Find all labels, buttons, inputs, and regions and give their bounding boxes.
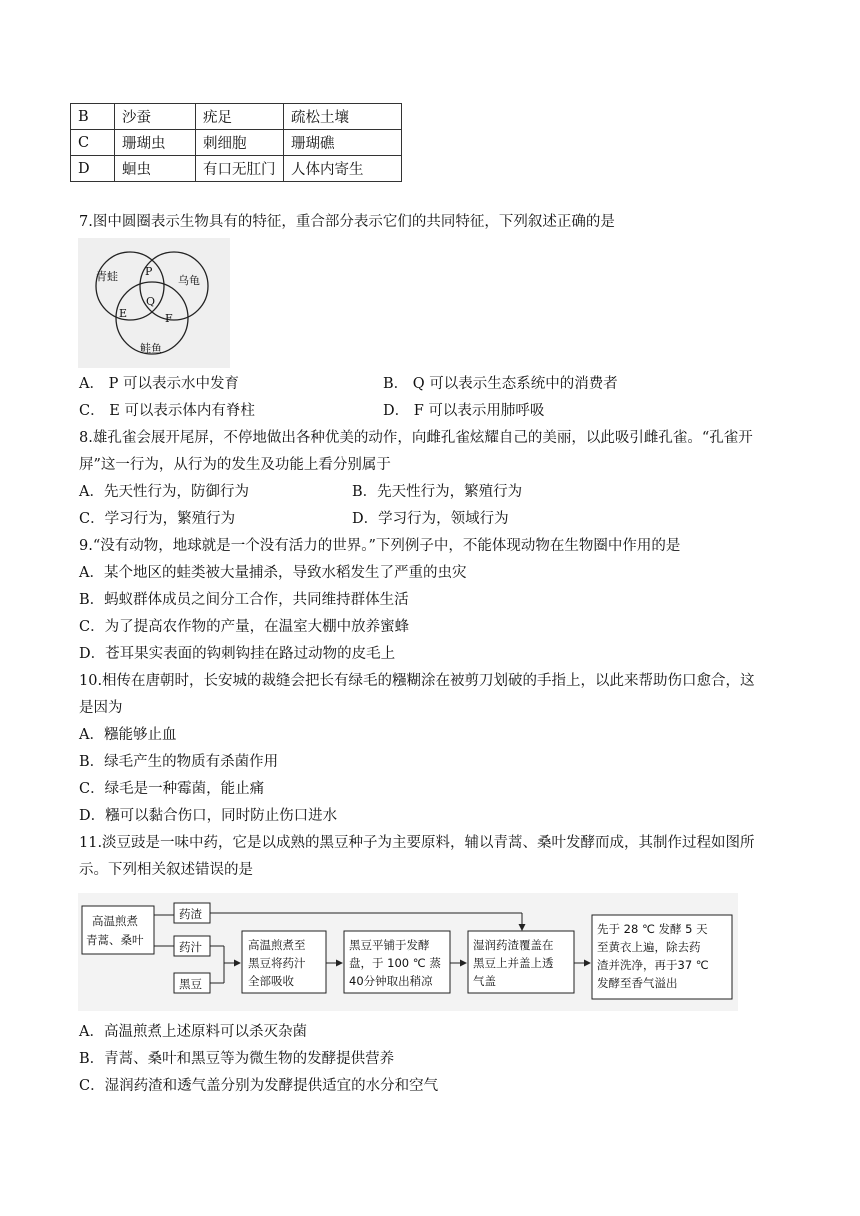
venn-circle-frog [96, 252, 164, 320]
q8-option-d: D．学习行为，领域行为 [352, 511, 509, 527]
table-row [71, 156, 402, 182]
table-cell: D [71, 156, 115, 182]
flow-text-s5d: 发酵至香气溢出 [597, 976, 678, 990]
flow-text-s3a: 黑豆平铺于发酵 [349, 938, 430, 952]
flow-text-s5a: 先于 28 ℃ 发酵 5 天 [597, 922, 708, 936]
q10-option-a: A．糨能够止血 [79, 727, 177, 743]
q8-option-b: B．先天性行为，繁殖行为 [352, 484, 523, 500]
question-11-stem-line1: 11.淡豆豉是一味中药，它是以成熟的黑豆种子为主要原料，辅以青蒿、桑叶发酵而成，其制作过程如图所 [79, 835, 755, 851]
options-table [70, 103, 402, 182]
q11-option-c: C．湿润药渣和透气盖分别为发酵提供适宜的水分和空气 [79, 1078, 439, 1094]
question-10-stem-line2: 是因为 [79, 700, 123, 716]
q9-option-a: A．某个地区的蛙类被大量捕杀，导致水稻发生了严重的虫灾 [79, 565, 467, 581]
q9-option-c: C．为了提高农作物的产量，在温室大棚中放养蜜蜂 [79, 619, 410, 635]
q11-option-b: B．青蒿、桑叶和黑豆等为微生物的发酵提供营养 [79, 1051, 395, 1067]
flow-text-s4c: 气盖 [473, 974, 496, 988]
venn-label-frog: 青蛙 [96, 270, 118, 283]
question-7-stem: 7.图中圆圈表示生物具有的特征，重合部分表示它们的共同特征，下列叙述正确的是 [79, 214, 615, 230]
table-cell: 疣足 [196, 104, 284, 130]
q7-option-b: B． Q 可以表示生态系统中的消费者 [383, 376, 618, 392]
flow-text-s2b: 黑豆将药汁 [248, 956, 306, 970]
q10-option-b: B．绿毛产生的物质有杀菌作用 [79, 754, 279, 770]
table-cell: 人体内寄生 [284, 156, 402, 182]
table-cell: 珊瑚虫 [115, 130, 196, 156]
q8-option-a: A．先天性行为，防御行为 [79, 484, 249, 500]
q10-option-c: C．绿毛是一种霉菌，能止痛 [79, 781, 265, 797]
q9-option-b: B．蚂蚁群体成员之间分工合作，共同维持群体生活 [79, 592, 409, 608]
flow-text-bean: 黑豆 [179, 977, 202, 991]
venn-label-f: F [165, 312, 173, 325]
table-cell: 疏松土壤 [284, 104, 402, 130]
question-9-stem: 9.“没有动物，地球就是一个没有活力的世界。”下列例子中，不能体现动物在生物圈中作用的是 [79, 538, 681, 554]
question-10-stem-line1: 10.相传在唐朝时，长安城的裁缝会把长有绿毛的糨糊涂在被剪刀划破的手指上，以此来帮助伤口愈合，这 [79, 673, 755, 689]
flow-text-dregs: 药渣 [179, 907, 202, 921]
table-cell: 有口无肛门 [196, 156, 284, 182]
flow-text-s3c: 40分钟取出稍凉 [349, 974, 433, 988]
table-cell: 沙蚕 [115, 104, 196, 130]
flow-text-juice: 药汁 [179, 940, 202, 954]
q10-option-d: D．糨可以黏合伤口，同时防止伤口进水 [79, 808, 338, 824]
table-cell: B [71, 104, 115, 130]
venn-diagram [78, 238, 230, 368]
flow-text-s2a: 高温煎煮至 [248, 938, 306, 952]
question-11-stem-line2: 示。下列相关叙述错误的是 [79, 862, 253, 878]
flow-text-s5b: 至黄衣上遍，除去药 [597, 940, 701, 954]
flow-text-s5c: 渣并洗净，再于37 ℃ [597, 958, 709, 972]
q9-option-d: D．苍耳果实表面的钩刺钩挂在路过动物的皮毛上 [79, 646, 396, 662]
question-8-stem-line2: 屏”这一行为，从行为的发生及功能上看分别属于 [79, 457, 391, 473]
flow-text-herbs: 青蒿、桑叶 [86, 933, 144, 947]
table-cell: 蛔虫 [115, 156, 196, 182]
flow-text-s4b: 黑豆上并盖上透 [473, 956, 554, 970]
q7-option-d: D． F 可以表示用肺呼吸 [383, 403, 545, 419]
question-8-stem-line1: 8.雄孔雀会展开尾屏，不停地做出各种优美的动作，向雌孔雀炫耀自己的美丽，以此吸引雌孔雀。“孔雀开 [79, 430, 753, 446]
venn-label-fish: 鲑鱼 [140, 342, 162, 355]
q11-option-a: A．高温煎煮上述原料可以杀灭杂菌 [79, 1024, 307, 1040]
table-row [71, 130, 402, 156]
process-flow-diagram [78, 893, 738, 1011]
venn-label-turtle: 乌龟 [178, 274, 200, 287]
q8-option-c: C．学习行为，繁殖行为 [79, 511, 236, 527]
q7-option-a: A． P 可以表示水中发育 [79, 376, 239, 392]
table-cell: 刺细胞 [196, 130, 284, 156]
flow-text-boil: 高温煎煮 [92, 914, 138, 928]
venn-label-e: E [119, 307, 128, 320]
q7-option-c: C． E 可以表示体内有脊柱 [79, 403, 255, 419]
venn-label-q: Q [146, 295, 156, 308]
table-cell: C [71, 130, 115, 156]
table-cell: 珊瑚礁 [284, 130, 402, 156]
table-row [71, 104, 402, 130]
flow-text-s4a: 湿润药渣覆盖在 [473, 938, 554, 952]
flow-text-s2c: 全部吸收 [248, 974, 294, 988]
venn-label-p: P [145, 265, 153, 278]
flow-text-s3b: 盘，于 100 ℃ 蒸 [349, 956, 441, 970]
